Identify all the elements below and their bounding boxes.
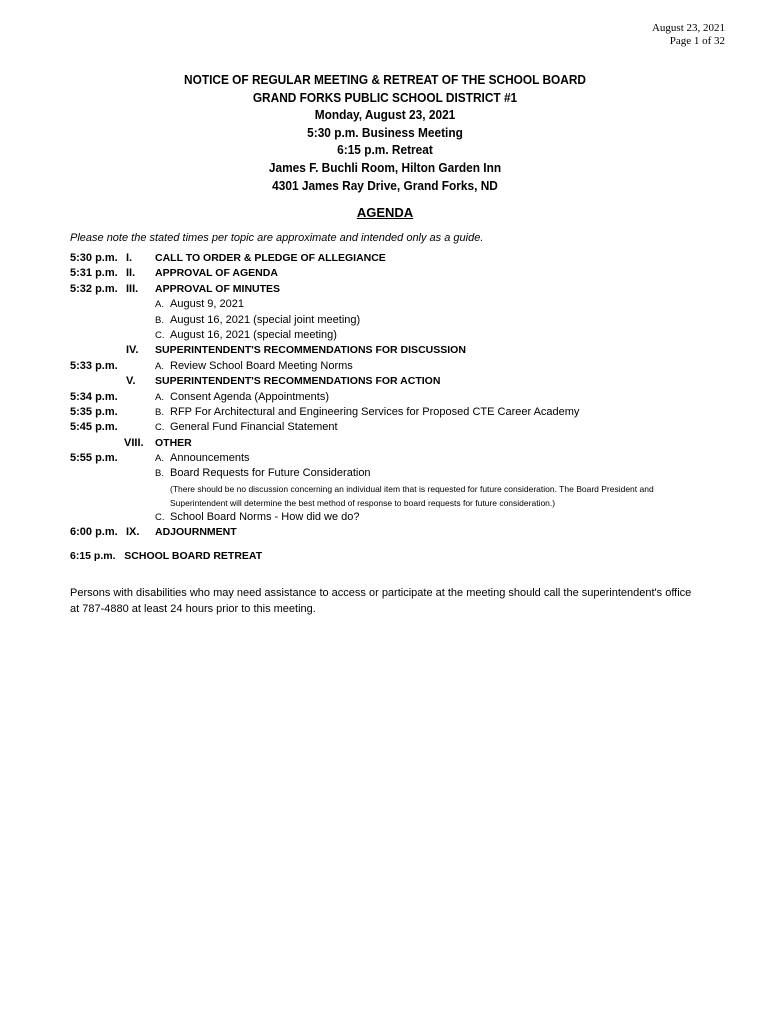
- sub-item-text: August 16, 2021 (special meeting): [170, 328, 337, 341]
- sub-item: [70, 420, 710, 435]
- sub-item-letter: A.: [155, 299, 164, 311]
- agenda-item-recommendations-discussion: [70, 343, 710, 358]
- sub-item-text: RFP For Architectural and Engineering Services for Proposed CTE Career Academy: [170, 405, 580, 418]
- header-date: August 23, 2021: [651, 22, 725, 34]
- sub-item-text: Board Requests for Future Consideration: [170, 467, 371, 480]
- item-number: IV.: [126, 344, 139, 357]
- item-time: 6:00 p.m.: [70, 526, 118, 539]
- item-number: III.: [126, 282, 139, 295]
- sub-item: [70, 390, 710, 405]
- item-number: I.: [126, 252, 133, 264]
- item-time: 5:34 p.m.: [70, 390, 118, 403]
- sub-item-letter: B.: [155, 314, 164, 326]
- sub-item: [70, 451, 710, 466]
- sub-item-letter: A.: [155, 453, 164, 465]
- sub-item-text: General Fund Financial Statement: [170, 421, 338, 434]
- sub-item-letter: B.: [155, 468, 164, 480]
- sub-item-letter: C.: [155, 422, 165, 434]
- agenda-item-adjournment: [70, 525, 710, 540]
- sub-item: [70, 328, 710, 343]
- item-time: 5:32 p.m.: [70, 282, 118, 295]
- title-line-5: 6:15 p.m. Retreat: [337, 143, 433, 158]
- sub-item-letter: C.: [155, 511, 165, 523]
- sub-item: [70, 466, 710, 481]
- sub-item-letter: C.: [155, 329, 165, 341]
- sub-item: [70, 359, 710, 374]
- sub-item: [70, 405, 710, 420]
- agenda-item-approval-of-agenda: [70, 266, 710, 281]
- sub-item: [70, 313, 710, 328]
- item-title: APPROVAL OF MINUTES: [155, 282, 281, 295]
- title-line-4: 5:30 p.m. Business Meeting: [307, 125, 463, 140]
- sub-item-text: August 9, 2021: [170, 298, 245, 311]
- item-time: 5:45 p.m.: [70, 421, 118, 434]
- agenda-list: [70, 251, 710, 564]
- agenda-heading: AGENDA: [356, 205, 414, 220]
- agenda-item-call-to-order: [70, 251, 710, 266]
- title-line-7: 4301 James Ray Drive, Grand Forks, ND: [272, 178, 498, 193]
- item-title: OTHER: [155, 436, 192, 449]
- item-number: V.: [126, 375, 136, 388]
- header-page-number: Page 1 of 32: [669, 35, 725, 47]
- item-title: SUPERINTENDENT'S RECOMMENDATIONS FOR ACTION: [155, 375, 441, 388]
- sub-item-text: August 16, 2021 (special joint meeting): [170, 313, 361, 326]
- sub-item-letter: A.: [155, 391, 164, 403]
- sub-item: [70, 510, 710, 525]
- item-number: VIII.: [124, 436, 144, 449]
- agenda-item-approval-of-minutes: [70, 282, 710, 297]
- school-board-retreat: 6:15 p.m. SCHOOL BOARD RETREAT: [70, 549, 263, 562]
- sub-item-text: Announcements: [170, 452, 250, 465]
- agenda-item-recommendations-action: [70, 374, 710, 389]
- item-number: IX.: [126, 526, 140, 539]
- title-line-3: Monday, August 23, 2021: [314, 108, 456, 123]
- title-line-6: James F. Buchli Room, Hilton Garden Inn: [268, 160, 502, 175]
- agenda-note: Please note the stated times per topic are approximate and intended only as a guide.: [70, 232, 484, 244]
- item-title: CALL TO ORDER & PLEDGE OF ALLEGIANCE: [155, 252, 386, 264]
- sub-item-text: Consent Agenda (Appointments): [170, 390, 329, 403]
- item-title: SUPERINTENDENT'S RECOMMENDATIONS FOR DISCUSSION: [155, 344, 466, 357]
- item-time: 5:31 p.m.: [70, 267, 118, 280]
- board-requests-note: (There should be no discussion concerning an individual item that is requested for future consideration. The Board President and Superintendent will determine the best method of response to board requests for future consideration.): [170, 483, 654, 508]
- item-time: 5:30 p.m.: [70, 252, 118, 264]
- notice-title-block: [19, 72, 751, 195]
- agenda-item-other: [70, 436, 710, 451]
- sub-item-letter: A.: [155, 360, 164, 372]
- sub-item-text: School Board Norms - How did we do?: [170, 510, 360, 523]
- title-line-2: GRAND FORKS PUBLIC SCHOOL DISTRICT #1: [252, 90, 518, 105]
- item-time: 5:55 p.m.: [70, 452, 118, 465]
- sub-item-text: Review School Board Meeting Norms: [170, 359, 353, 372]
- item-time: 5:35 p.m.: [70, 405, 118, 418]
- title-line-1: NOTICE OF REGULAR MEETING & RETREAT OF THE SCHOOL BOARD: [184, 73, 586, 87]
- sub-item: [70, 297, 710, 312]
- page-header: [652, 22, 725, 48]
- item-number: II.: [126, 267, 136, 280]
- accessibility-notice: Persons with disabilities who may need assistance to access or participate at the meeting should call the superintendent's office at 787-4880 at least 24 hours prior to this meeting.: [70, 587, 692, 615]
- item-title: APPROVAL OF AGENDA: [155, 267, 278, 280]
- item-time: 5:33 p.m.: [70, 359, 118, 372]
- item-title: ADJOURNMENT: [155, 526, 237, 539]
- sub-item-letter: B.: [155, 406, 164, 418]
